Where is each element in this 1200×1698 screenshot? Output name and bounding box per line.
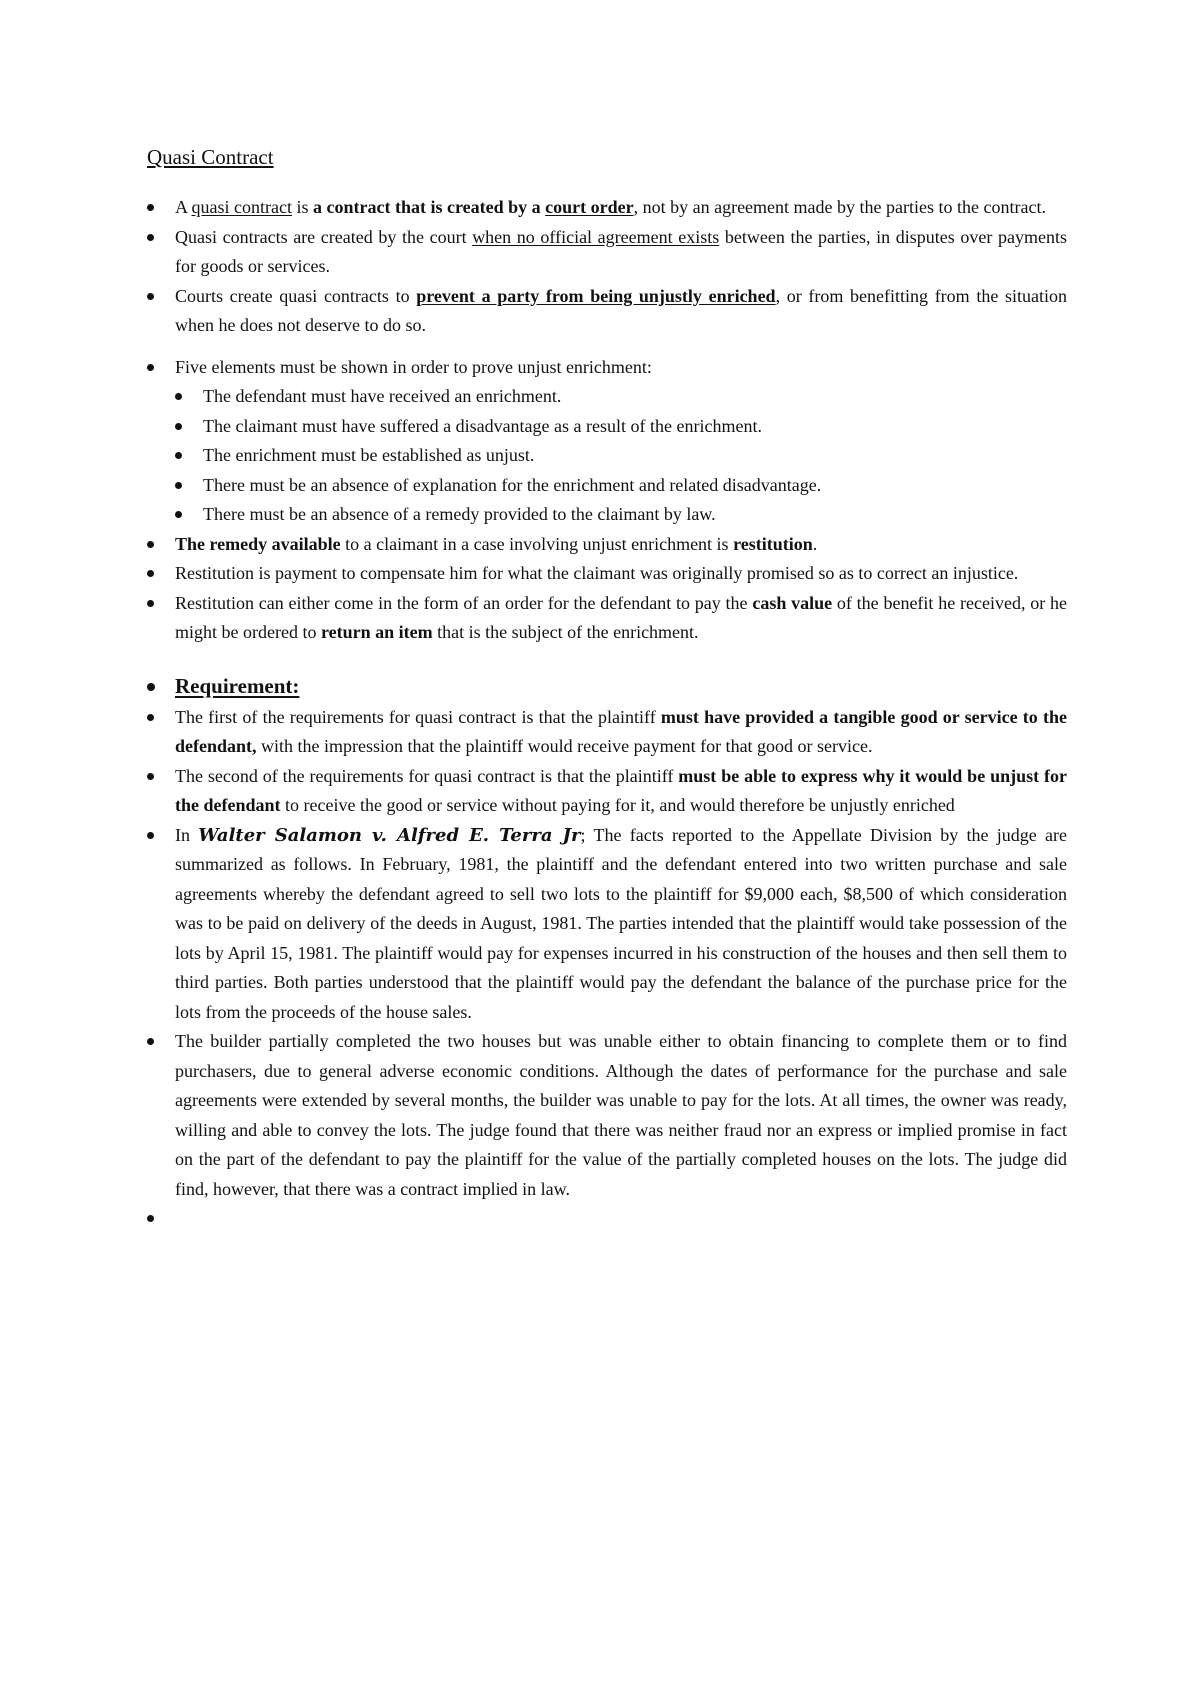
element-item: There must be an absence of explanation for the enrichment and related disadvantage. — [175, 471, 1067, 501]
bullet-restitution-definition: Restitution is payment to compensate him for what the claimant was originally promised so as to correct an injustice. — [147, 559, 1067, 589]
case-builder-facts: The builder partially completed the two houses but was unable either to obtain financing to complete them or to find purchasers, due to general adverse economic conditions. Although the dates of performance for the purchase and sale agreements were extended by several months, the builder was unable to pay for the lots. At all times, the owner was ready, willing and able to convey the lots. The judge found that there was neither fraud nor an express or implied promise in fact on the part of the defendant to pay the plaintiff for the value of the partially completed houses on the lots. The judge did find, however, that there was a contract implied in law. — [147, 1027, 1067, 1204]
main-bullet-list — [147, 193, 1067, 1233]
element-item: The defendant must have received an enrichment. — [175, 382, 1067, 412]
term-quasi-contract: quasi contract — [191, 197, 292, 217]
case-name: Walter Salamon v. Alfred E. Terra Jr — [198, 824, 581, 846]
bullet-created-by-court: Quasi contracts are created by the court when no official agreement exists between the parties, in disputes over payments for goods or services. — [147, 223, 1067, 282]
element-item: The enrichment must be established as unjust. — [175, 441, 1067, 471]
term-court-order: court order — [545, 197, 634, 217]
bullet-five-elements: Five elements must be shown in order to prove unjust enrichment: The defendant must have received an enrichment. The claimant must have suffered a disadvantage as a result of the enrichment. The enrichment must be established as unjust. There must be an absence of explanation for the enrichment and related disadvantage. There must be an absence of a remedy provided to the claimant by law. — [147, 353, 1067, 530]
bullet-restitution-forms: Restitution can either come in the form of an order for the defendant to pay the cash value of the benefit he received, or he might be ordered to return an item that is the subject of the enrichment. — [147, 589, 1067, 648]
element-item: There must be an absence of a remedy provided to the claimant by law. — [175, 500, 1067, 530]
requirement-first: The first of the requirements for quasi contract is that the plaintiff must have provided a tangible good or service to the defendant, with the impression that the plaintiff would receive payment for that good or service. — [147, 703, 1067, 762]
requirement-second: The second of the requirements for quasi contract is that the plaintiff must be able to express why it would be unjust for the defendant to receive the good or service without paying for it, and would therefore be unjustly enriched — [147, 762, 1067, 821]
bullet-prevent-enrichment: Courts create quasi contracts to prevent a party from being unjustly enriched, or from benefitting from the situation when he does not deserve to do so. — [147, 282, 1067, 341]
case-facts: In Walter Salamon v. Alfred E. Terra Jr; The facts reported to the Appellate Division by the judge are summarized as follows. In February, 1981, the plaintiff and the defendant entered into two written purchase and sale agreements whereby the defendant agreed to sell two lots to the plaintiff for $9,000 each, $8,500 of which consideration was to be paid on delivery of the deeds in August, 1981. The parties intended that the plaintiff would take possession of the lots by April 15, 1981. The plaintiff would pay for expenses incurred in his construction of the houses and then sell them to third parties. Both parties understood that the plaintiff would pay the defendant the balance of the purchase price for the lots from the proceeds of the house sales. — [147, 821, 1067, 1028]
document-title: Quasi Contract — [147, 145, 274, 169]
element-item: The claimant must have suffered a disadvantage as a result of the enrichment. — [175, 412, 1067, 442]
document-body — [147, 193, 1067, 1233]
elements-sub-list — [175, 382, 1067, 530]
bullet-remedy: The remedy available to a claimant in a case involving unjust enrichment is restitution. — [147, 530, 1067, 560]
bullet-quasi-contract-definition: A quasi contract is a contract that is created by a court order, not by an agreement made by the parties to the contract. — [147, 193, 1067, 223]
empty-bullet — [147, 1204, 1067, 1233]
requirement-heading: Requirement: — [147, 670, 1067, 703]
